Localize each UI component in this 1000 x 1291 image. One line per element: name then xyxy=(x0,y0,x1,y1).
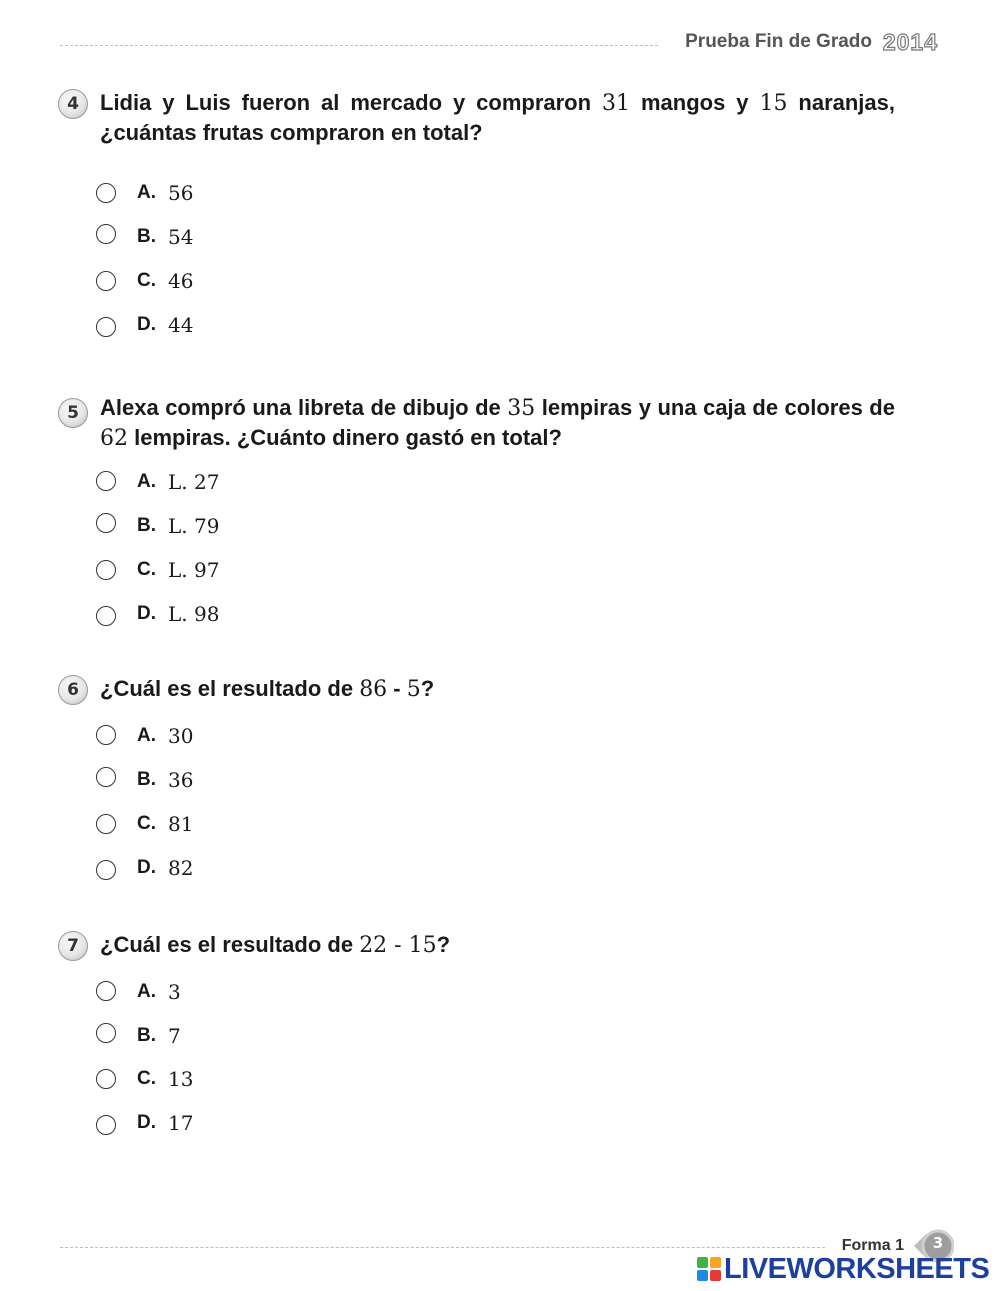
option-5c[interactable]: C. L. 97 xyxy=(96,556,219,584)
question-4 xyxy=(58,88,938,147)
footer-divider xyxy=(60,1247,825,1248)
question-number-badge: 4 xyxy=(58,89,88,119)
radio-button[interactable] xyxy=(96,317,116,337)
radio-button[interactable] xyxy=(96,271,116,291)
option-5b[interactable]: B. L. 79 xyxy=(96,512,219,540)
radio-button[interactable] xyxy=(96,606,116,626)
radio-button[interactable] xyxy=(96,513,116,533)
radio-button[interactable] xyxy=(96,981,116,1001)
option-7c[interactable]: C. 13 xyxy=(96,1065,193,1093)
option-5a[interactable]: A. L. 27 xyxy=(96,468,219,496)
option-7b[interactable]: B. 7 xyxy=(96,1022,181,1050)
radio-button[interactable] xyxy=(96,1023,116,1043)
option-7a[interactable]: A. 3 xyxy=(96,978,181,1006)
option-4c[interactable]: C. 46 xyxy=(96,267,193,295)
header-title: Prueba Fin de Grado xyxy=(685,31,872,52)
liveworksheets-logo-icon xyxy=(697,1257,721,1281)
question-6 xyxy=(58,674,938,704)
option-4d[interactable]: D. 44 xyxy=(96,311,193,339)
question-number-badge: 5 xyxy=(58,398,88,428)
question-text: Lidia y Luis fueron al mercado y compraron 31 mangos y 15 naranjas, ¿cuántas frutas compraron en total? xyxy=(100,90,896,145)
radio-button[interactable] xyxy=(96,1115,116,1135)
question-text: ¿Cuál es el resultado de 22 - 15? xyxy=(100,932,451,958)
radio-button[interactable] xyxy=(96,560,116,580)
option-6d[interactable]: D. 82 xyxy=(96,854,193,882)
question-7 xyxy=(58,930,938,960)
radio-button[interactable] xyxy=(96,767,116,787)
page-number: 3 xyxy=(932,1234,944,1252)
question-5 xyxy=(58,393,938,453)
question-text: ¿Cuál es el resultado de 86 - 5? xyxy=(100,676,435,702)
option-5d[interactable]: D. L. 98 xyxy=(96,600,219,628)
radio-button[interactable] xyxy=(96,1069,116,1089)
radio-button[interactable] xyxy=(96,183,116,203)
liveworksheets-brand[interactable]: LIVEWORKSHEETS xyxy=(724,1253,990,1285)
radio-button[interactable] xyxy=(96,725,116,745)
option-4a[interactable]: A. 56 xyxy=(96,179,193,207)
radio-button[interactable] xyxy=(96,814,116,834)
option-6b[interactable]: B. 36 xyxy=(96,766,193,794)
option-4b[interactable]: B. 54 xyxy=(96,223,193,251)
radio-button[interactable] xyxy=(96,471,116,491)
radio-button[interactable] xyxy=(96,224,116,244)
option-6c[interactable]: C. 81 xyxy=(96,810,193,838)
header-year: 2014 xyxy=(882,29,938,55)
form-label: Forma 1 xyxy=(841,1237,904,1254)
option-6a[interactable]: A. 30 xyxy=(96,722,193,750)
question-number-badge: 6 xyxy=(58,675,88,705)
radio-button[interactable] xyxy=(96,860,116,880)
option-7d[interactable]: D. 17 xyxy=(96,1109,193,1137)
header-divider xyxy=(60,45,658,46)
question-number-badge: 7 xyxy=(58,931,88,961)
question-text: Alexa compró una libreta de dibujo de 35 lempiras y una caja de colores de 62 lempiras. ¿Cuánto dinero gastó en total? xyxy=(100,395,895,451)
